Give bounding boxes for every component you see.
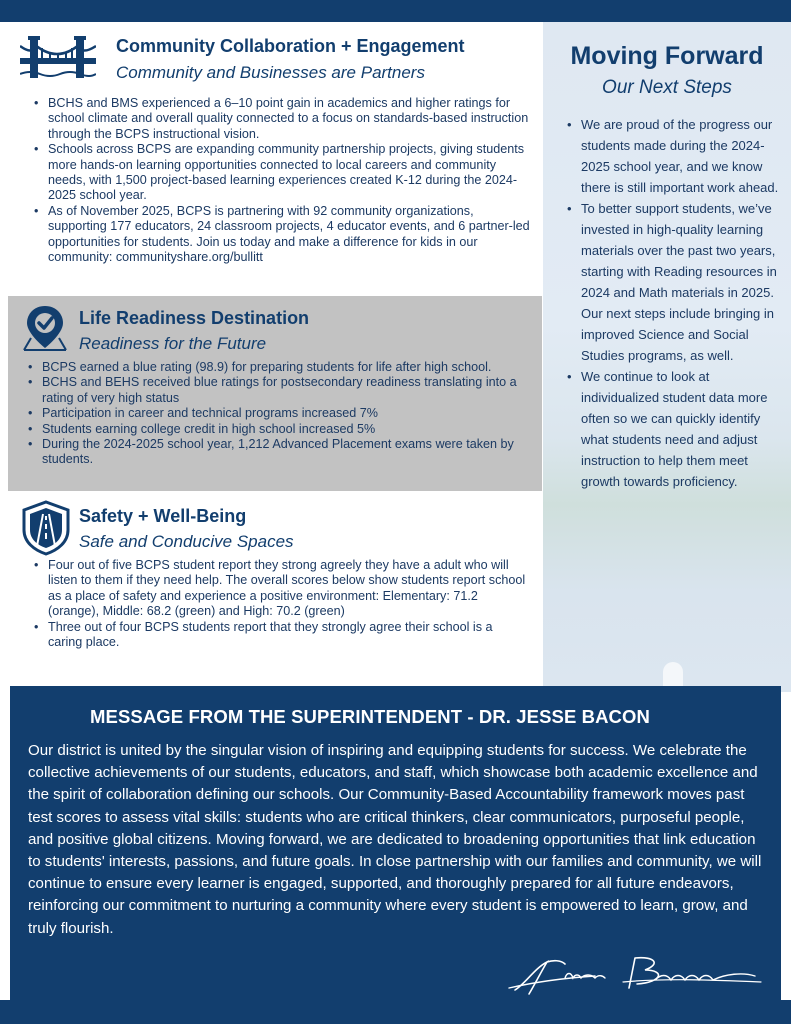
list-item: • Students earning college credit in high school increased 5% xyxy=(24,422,544,437)
location-pin-check-icon xyxy=(22,304,68,352)
safety-title: Safety + Well-Being xyxy=(79,506,247,526)
message-title: MESSAGE FROM THE SUPERINTENDENT - DR. JESSE BACON xyxy=(90,706,650,727)
bottom-bar xyxy=(0,1000,791,1024)
moving-forward-bullets xyxy=(563,114,781,492)
moving-forward-title: Moving Forward xyxy=(570,42,764,70)
community-bullets xyxy=(30,96,530,265)
community-subtitle: Community and Businesses are Partners xyxy=(116,63,425,82)
list-item: • BCHS and BEHS received blue ratings for postsecondary readiness translating into a rating of very high status xyxy=(24,375,544,406)
readiness-bullets xyxy=(24,360,544,468)
safety-section xyxy=(8,496,542,686)
bridge-icon xyxy=(20,34,96,80)
list-item: • BCPS earned a blue rating (98.9) for preparing students for life after high school. xyxy=(24,360,544,375)
list-item: • To better support students, we’ve invested in high-quality learning materials over the past two years, starting with Reading resources in 2024 and Math materials in 2025. Our next steps include bringing in improved Science and Social Studies programs, as well. xyxy=(563,198,781,366)
readiness-title: Life Readiness Destination xyxy=(79,308,310,328)
community-section xyxy=(8,28,542,290)
list-item: • During the 2024-2025 school year, 1,212 Advanced Placement exams were taken by students. xyxy=(24,437,544,468)
safety-bullets xyxy=(30,558,530,650)
safety-subtitle: Safe and Conducive Spaces xyxy=(79,532,294,551)
list-item: • We are proud of the progress our students made during the 2024-2025 school year, and we know there is still important work ahead. xyxy=(563,114,781,198)
list-item: • We continue to look at individualized student data more often so we can quickly identify what students need and adjust instruction to help them meet growth towards proficiency. xyxy=(563,366,781,492)
moving-forward-subtitle: Our Next Steps xyxy=(602,77,732,98)
superintendent-message xyxy=(10,686,781,1000)
community-title: Community Collaboration + Engagement xyxy=(116,36,465,56)
list-item: • Schools across BCPS are expanding community partnership projects, giving students more hands-on learning opportunities connected to local careers and community needs, with 1,500 project-based learning experiences created K-12 during the 2024-2025 school year. xyxy=(30,142,530,204)
road-shield-icon xyxy=(22,500,70,556)
readiness-section xyxy=(8,296,542,491)
list-item: • As of November 2025, BCPS is partnering with 92 community organizations, supporting 177 educators, 24 classroom projects, 4 educator events, and 6 partner-led opportunities for students. Join us today and make a difference for kids in our community: communityshare.org/bullitt xyxy=(30,204,530,266)
message-body: Our district is united by the singular vision of inspiring and equipping students for success. We celebrate the collective achievements of our students, educators, and staff, which showcase both academic excellence and the spirit of collaboration defining our schools. Our Community-Based Accountability framework moves past test scores to assess vital skills: students who are critical thinkers, clear communicators, purposeful people, and positive global citizens. Moving forward, we are dedicated to broadening opportunities that link education to students' interests, passions, and future goals. In close partnership with our families and community, we will continue to ensure every learner is engaged, supported, and thoroughly prepared for all future endeavors, reinforcing our commitment to nurturing a community where every student is empowered to learn, grow, and truly flourish. xyxy=(28,742,762,937)
list-item: • Participation in career and technical programs increased 7% xyxy=(24,406,544,421)
list-item: • Three out of four BCPS students report that they strongly agree their school is a caring place. xyxy=(30,620,530,651)
readiness-subtitle: Readiness for the Future xyxy=(79,334,267,353)
list-item: • BCHS and BMS experienced a 6–10 point gain in academics and higher ratings for school climate and overall quality connected to a focus on standards-based instruction through the BCPS instructional vision. xyxy=(30,96,530,142)
top-bar xyxy=(0,0,791,22)
moving-forward-panel xyxy=(543,22,791,692)
signature-image xyxy=(505,954,765,996)
list-item: • Four out of five BCPS student report they strong agreely they have a adult who will listen to them if they need help. The overall scores below show students report school as a place of safety and experience a positive environment: Elementary: 71.2 (orange), Middle: 68.2 (green) and High: 70.2 (green) xyxy=(30,558,530,620)
